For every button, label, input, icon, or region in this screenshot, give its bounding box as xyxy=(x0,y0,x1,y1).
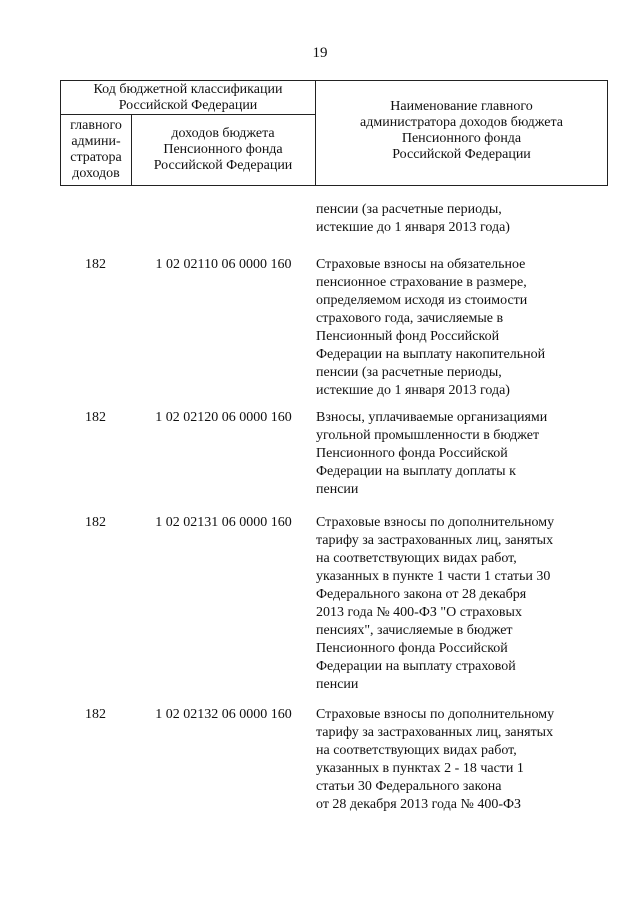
name-line: истекшие до 1 января 2013 года) xyxy=(316,220,510,235)
name-line: тарифу за застрахованных лиц, занятых xyxy=(316,725,554,740)
income-name xyxy=(316,409,596,499)
header-main-administrator xyxy=(61,114,132,186)
header-line: стратора xyxy=(70,150,122,165)
name-line: пенсионное страхование в размере, xyxy=(316,275,527,290)
admin-code: 182 xyxy=(85,257,106,272)
name-line: определяемом исходя из стоимости xyxy=(316,293,528,308)
income-name xyxy=(316,256,596,400)
header-line: главного xyxy=(70,118,122,133)
name-line: на соответствующих видах работ, xyxy=(316,743,517,758)
header-administrator-name xyxy=(315,81,608,185)
name-line: пенсии (за расчетные периоды, xyxy=(316,365,502,380)
header-line: Российской Федерации xyxy=(153,158,293,173)
header-fund-income xyxy=(131,114,316,186)
admin-code: 182 xyxy=(85,707,106,722)
name-line: на соответствующих видах работ, xyxy=(316,551,517,566)
header-line: доходов xyxy=(72,166,120,181)
name-line: от 28 декабря 2013 года № 400-ФЗ xyxy=(316,797,522,812)
header-line: Наименование главного xyxy=(390,99,533,114)
name-line: Взносы, уплачиваемые организациями xyxy=(316,410,548,425)
income-name xyxy=(316,201,596,237)
budget-code: 1 02 02132 06 0000 160 xyxy=(155,707,292,722)
name-line: угольной промышленности в бюджет xyxy=(316,428,540,443)
name-line: пенсии (за расчетные периоды, xyxy=(316,202,502,217)
name-line: Федерального закона от 28 декабря xyxy=(316,587,527,602)
header-classification-code xyxy=(61,81,316,115)
name-line: тарифу за застрахованных лиц, занятых xyxy=(316,533,554,548)
name-line: пенсиях", зачисляемые в бюджет xyxy=(316,623,513,638)
name-line: указанных в пунктах 2 - 18 части 1 xyxy=(316,761,524,776)
name-line: пенсии xyxy=(316,677,359,692)
header-line: админи- xyxy=(71,134,121,149)
name-line: Страховые взносы по дополнительному xyxy=(316,515,555,530)
header-line: Пенсионного фонда xyxy=(401,131,522,146)
header-line: Код бюджетной классификации xyxy=(93,82,283,97)
name-line: статьи 30 Федерального закона xyxy=(316,779,502,794)
budget-code: 1 02 02120 06 0000 160 xyxy=(155,410,292,425)
budget-code: 1 02 02131 06 0000 160 xyxy=(155,515,292,530)
admin-code: 182 xyxy=(85,410,106,425)
name-line: Федерации на выплату страховой xyxy=(316,659,516,674)
name-line: Федерации на выплату доплаты к xyxy=(316,464,516,479)
admin-code: 182 xyxy=(85,515,106,530)
name-line: Страховые взносы по дополнительному xyxy=(316,707,555,722)
name-line: 2013 года № 400-ФЗ "О страховых xyxy=(316,605,522,620)
name-line: Страховые взносы на обязательное xyxy=(316,257,526,272)
name-line: указанных в пункте 1 части 1 статьи 30 xyxy=(316,569,551,584)
header-line: Пенсионного фонда xyxy=(163,142,283,157)
name-line: пенсии xyxy=(316,482,359,497)
header-line: Российской Федерации xyxy=(118,98,258,113)
header-line: администратора доходов бюджета xyxy=(360,115,563,130)
page-number: 19 xyxy=(312,45,328,61)
header-line: доходов бюджета xyxy=(171,126,275,141)
name-line: Федерации на выплату накопительной xyxy=(316,347,546,362)
income-name xyxy=(316,706,596,814)
name-line: страхового года, зачисляемые в xyxy=(316,311,504,326)
budget-code: 1 02 02110 06 0000 160 xyxy=(155,257,292,272)
table-header xyxy=(60,80,608,186)
name-line: Пенсионный фонд Российской xyxy=(316,329,500,344)
name-line: Пенсионного фонда Российской xyxy=(316,446,508,461)
header-line: Российской Федерации xyxy=(392,147,531,162)
income-name xyxy=(316,514,596,694)
name-line: истекшие до 1 января 2013 года) xyxy=(316,383,510,398)
name-line: Пенсионного фонда Российской xyxy=(316,641,508,656)
